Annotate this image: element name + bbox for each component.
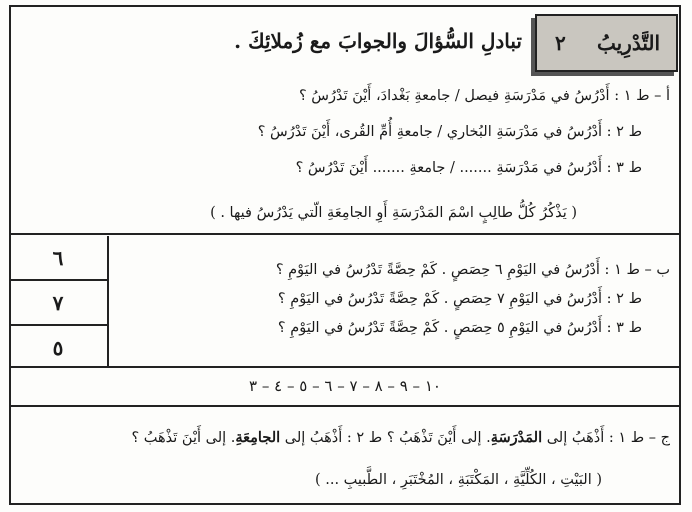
divider-a-b (9, 233, 681, 235)
section-c-text-2: . إلى أَيْنَ تَذْهَبُ ؟ ط ٢ : أَذْهَبُ إلى (280, 430, 491, 446)
section-a-line-2: ط ٢ : أَدْرُسُ في مَدْرَسَةِ البُخاري / جامعةِ أُمِّ القُرى، أَيْنَ تَدْرُسُ ؟ (257, 124, 642, 140)
section-b-line-3: ط ٣ : أَدْرُسُ في اليَوْمِ ٥ حِصَصٍ . كَمْ حِصَّةً تَدْرُسُ في اليَوْمِ ؟ (277, 320, 642, 336)
exercise-title: تبادلِ السُّؤالَ والجوابَ مع زُملائِكَ . (234, 29, 522, 53)
section-a-note: ( يَذْكُرُ كُلُّ طالِبٍ اسْمَ المَدْرَسَةِ أَوِ الجامِعَةِ الّتي يَدْرُسُ فيها . ) (210, 205, 577, 221)
section-c-bold-university: الجامِعَةِ (235, 429, 281, 446)
answer-cell-1: ٦ (52, 245, 64, 270)
divider-b-numbers (9, 366, 681, 368)
exercise-header-box (535, 14, 678, 72)
section-a-line-3: ط ٣ : أَدْرُسُ في مَدْرَسَةِ ....... / جامعةِ ....... أَيْنَ تَدْرُسُ ؟ (295, 160, 642, 176)
answer-cell-2: ٧ (52, 290, 64, 315)
section-b-line-1: ب – ط ١ : أَدْرُسُ في اليَوْمِ ٦ حِصَصٍ . كَمْ حِصَّةً تَدْرُسُ في اليَوْمِ ؟ (275, 262, 670, 278)
divider-numbers-c (9, 405, 681, 407)
section-c-text-3: . إلى أَيْنَ تَذْهَبُ ؟ (131, 430, 236, 446)
section-c-text-1: ج – ط ١ : أَذْهَبُ إلى (542, 430, 670, 446)
section-c-line-1 (131, 428, 670, 448)
numbers-line: ١٠ – ٩ – ٨ – ٧ – ٦ – ٥ – ٤ – ٣ (249, 377, 441, 395)
section-b-line-2: ط ٢ : أَدْرُسُ في اليَوْمِ ٧ حِصَصٍ . كَمْ حِصَّةً تَدْرُسُ في اليَوْمِ ؟ (277, 291, 642, 307)
section-a-line-1: أ – ط ١ : أَدْرُسُ في مَدْرَسَةِ فيصل / جامعةِ بَغْدادَ، أَيْنَ تَدْرُسُ ؟ (298, 88, 670, 104)
answer-cell-3: ٥ (52, 335, 64, 360)
exercise-label: التَّدْرِيبُ (596, 31, 660, 55)
section-c-bold-school: المَدْرَسَةِ (490, 429, 543, 446)
exercise-number: ٢ (555, 31, 566, 55)
section-c-line-2: ( البَيْتِ ، الكُلِّيَّةِ ، المَكْتَبَةِ ، المُخْتَبَرِ ، الطَّبيبِ ... ) (314, 472, 602, 488)
answer-column-divider (107, 236, 109, 366)
